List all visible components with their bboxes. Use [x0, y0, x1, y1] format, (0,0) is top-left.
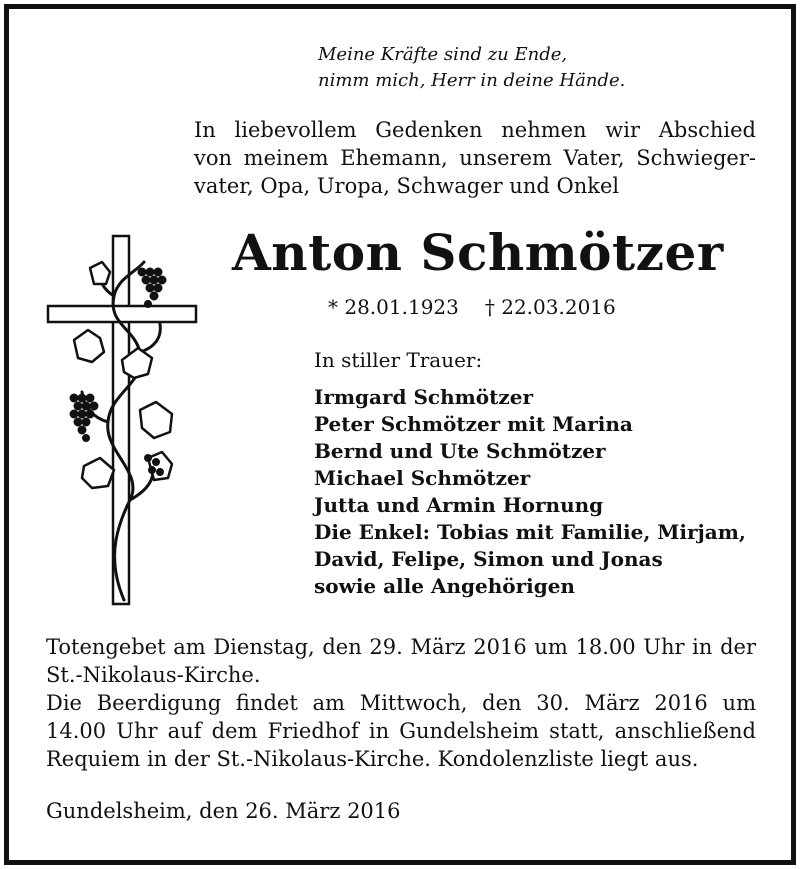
place-and-date: Gundelsheim, den 26. März 2016 [46, 799, 401, 823]
poem-line-2: nimm mich, Herr in deine Hände. [318, 70, 626, 91]
service-details [46, 633, 756, 773]
mourner-line: Michael Schmötzer [314, 466, 531, 490]
service-line-2: St.-Nikolaus-Kirche. [46, 663, 261, 687]
poem [318, 42, 625, 94]
mourner-line: Jutta und Armin Hornung [314, 493, 604, 517]
poem-line-1: Meine Kräfte sind zu Ende, [318, 44, 568, 65]
birth-date: * 28.01.1923 [328, 295, 459, 319]
deceased-name: Anton Schmötzer [232, 223, 724, 282]
intro-line-1: In liebevollem Gedenken nehmen wir Abschied [194, 118, 756, 142]
mourners-list [314, 384, 746, 600]
mourner-line: Die Enkel: Tobias mit Familie, Mirjam, [314, 520, 746, 544]
mourner-line: Peter Schmötzer mit Marina [314, 412, 633, 436]
service-line-4: 14.00 Uhr auf dem Friedhof in Gundelsheim statt, anschließend [46, 719, 756, 743]
intro-text [194, 116, 756, 200]
mourners-heading: In stiller Trauer: [314, 348, 483, 372]
cross-with-vine-icon [44, 232, 200, 608]
service-line-5: Requiem in der St.-Nikolaus-Kirche. Kondolenzliste liegt aus. [46, 747, 699, 771]
intro-line-2: von meinem Ehemann, unserem Vater, Schwieger- [194, 146, 756, 170]
mourner-line: Irmgard Schmötzer [314, 385, 534, 409]
mourner-line: sowie alle Angehörigen [314, 574, 575, 598]
mourner-line: David, Felipe, Simon und Jonas [314, 547, 663, 571]
life-dates [328, 294, 616, 320]
service-line-3: Die Beerdigung findet am Mittwoch, den 30. März 2016 um [46, 691, 756, 715]
service-line-1: Totengebet am Dienstag, den 29. März 2016 um 18.00 Uhr in der [46, 635, 756, 659]
death-date: † 22.03.2016 [484, 295, 616, 319]
mourner-line: Bernd und Ute Schmötzer [314, 439, 606, 463]
intro-line-3: vater, Opa, Uropa, Schwager und Onkel [194, 174, 620, 198]
